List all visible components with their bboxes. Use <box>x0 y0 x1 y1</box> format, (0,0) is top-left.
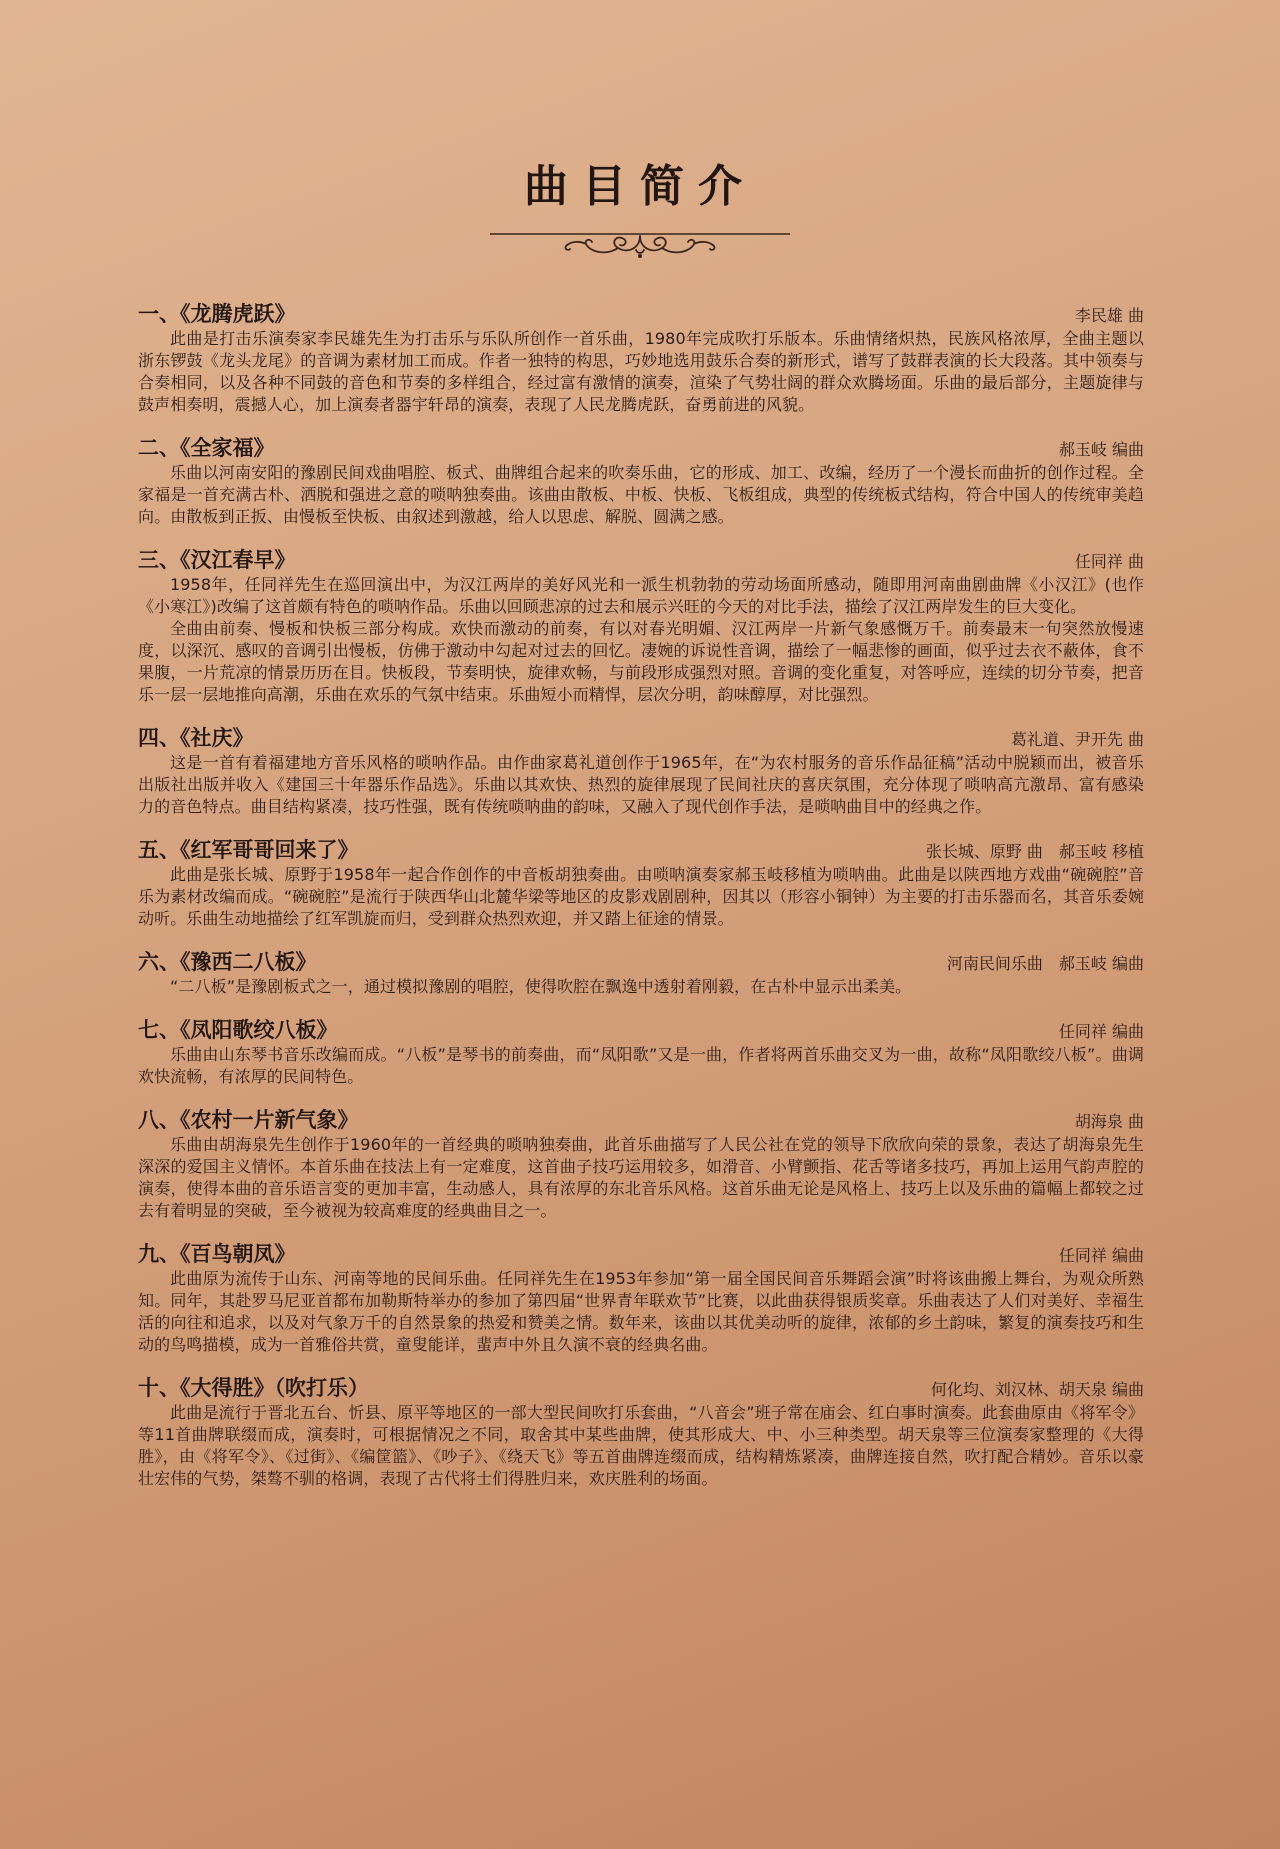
program-item-header <box>138 1014 1144 1044</box>
program-item-description: 乐曲由山东琴书音乐改编而成。“八板”是琴书的前奏曲，而“凤阳歌”又是一曲，作者将两首乐曲交叉为一曲，故称“凤阳歌绞八板”。曲调欢快流畅，有浓厚的民间特色。 <box>138 1045 1144 1086</box>
program-item-header <box>138 946 1144 976</box>
program-item-composer: 胡海泉 曲 <box>1074 1112 1144 1131</box>
program-item-composer: 葛礼道、尹开先 曲 <box>1010 730 1144 749</box>
program-item-composer: 河南民间乐曲 郝玉岐 编曲 <box>946 954 1144 973</box>
title-ornament-icon <box>490 224 790 260</box>
program-item <box>138 1238 1144 1356</box>
program-item <box>138 1372 1144 1490</box>
program-item-composer: 任同祥 编曲 <box>1058 1246 1144 1265</box>
program-item <box>138 1104 1144 1222</box>
program-item-title: 七、《凤阳歌绞八板》 <box>138 1017 338 1042</box>
program-item-description: 1958年，任同祥先生在巡回演出中，为汉江两岸的美好风光和一派生机勃勃的劳动场面所感动，随即用河南曲剧曲牌《小汉江》(也作《小寒江》)改编了这首颇有特色的唢呐作品。乐曲以回顾悲凉的过去和展示兴旺的今天的对比手法，描绘了汉江两岸发生的巨大变化。 <box>138 575 1144 616</box>
program-item-composer: 李民雄 曲 <box>1074 306 1144 325</box>
program-item-description: 此曲是打击乐演奏家李民雄先生为打击乐与乐队所创作一首乐曲，1980年完成吹打乐版本。乐曲情绪炽热，民族风格浓厚，全曲主题以浙东锣鼓《龙头龙尾》的音调为素材加工而成。作者一独特的构思，巧妙地选用鼓乐合奏的新形式，谱写了鼓群表演的长大段落。其中领奏与合奏相同，以及各种不同鼓的音色和节奏的多样组合，经过富有激情的演奏，渲染了气势壮阔的群众欢腾场面。乐曲的最后部分，主题旋律与鼓声相奏明，震撼人心，加上演奏者器宇轩昂的演奏，表现了人民龙腾虎跃，奋勇前进的风貌。 <box>138 329 1144 414</box>
program-item-description: “二八板”是豫剧板式之一，通过模拟豫剧的唱腔，使得吹腔在飘逸中透射着刚毅，在古朴中显示出柔美。 <box>170 977 912 996</box>
program-item-title: 三、《汉江春早》 <box>138 547 296 572</box>
program-item-title: 八、《农村一片新气象》 <box>138 1107 359 1132</box>
program-item-composer: 任同祥 编曲 <box>1058 1022 1144 1041</box>
program-item-header <box>138 432 1144 462</box>
program-item <box>138 946 1144 998</box>
program-item-title: 六、《豫西二八板》 <box>138 949 317 974</box>
title-block <box>0 150 1280 260</box>
program-item-header <box>138 1238 1144 1268</box>
program-item-description: 此曲是流行于晋北五台、忻县、原平等地区的一部大型民间吹打乐套曲，“八音会”班子常在庙会、红白事时演奏。此套曲原由《将军令》等11首曲牌联缀而成，演奏时，可根据情况之不同，取舍其中某些曲牌，使其形成大、中、小三种类型。胡天泉等三位演奏家整理的《大得胜》，由《将军令》、《过街》、《编筐篮》、《吵子》、《绕天飞》等五首曲牌连缀而成，结构精炼紧凑，曲牌连接自然，吹打配合精妙。音乐以豪壮宏伟的气势，桀骜不驯的格调，表现了古代将士们得胜归来，欢庆胜利的场面。 <box>138 1403 1144 1488</box>
program-item <box>138 298 1144 416</box>
program-item-title: 九、《百鸟朝凤》 <box>138 1241 296 1266</box>
program-item-title: 十、《大得胜》（吹打乐） <box>138 1375 369 1400</box>
program-item-header <box>138 1104 1144 1134</box>
page-title: 曲目简介 <box>524 161 756 212</box>
program-item-description: 乐曲以河南安阳的豫剧民间戏曲唱腔、板式、曲牌组合起来的吹奏乐曲，它的形成、加工、改编，经历了一个漫长而曲折的创作过程。全家福是一首充满古朴、洒脱和强进之意的唢呐独奏曲。该曲由散板、中板、快板、飞板组成，典型的传统板式结构，符合中国人的传统审美趋向。由散板到正扳、由慢板至快板、由叙述到激越，给人以思虑、解脱、圆满之感。 <box>138 463 1144 526</box>
program-item <box>138 834 1144 930</box>
program-item-description: 此曲是张长城、原野于1958年一起合作创作的中音板胡独奏曲。由唢呐演奏家郝玉岐移植为唢呐曲。此曲是以陕西地方戏曲“碗碗腔”音乐为素材改编而成。“碗碗腔”是流行于陕西华山北麓华梁等地区的皮影戏剧剧种，因其以（形容小铜钟）为主要的打击乐器而名，其音乐委婉动听。乐曲生动地描绘了红军凯旋而归，受到群众热烈欢迎，并又踏上征途的情景。 <box>138 865 1144 928</box>
program-item-composer: 郝玉岐 编曲 <box>1058 440 1144 459</box>
program-item-description: 乐曲由胡海泉先生创作于1960年的一首经典的唢呐独奏曲，此首乐曲描写了人民公社在党的领导下欣欣向荣的景象，表达了胡海泉先生深深的爱国主义情怀。本首乐曲在技法上有一定难度，这首曲子技巧运用较多，如滑音、小臂颤指、花舌等诸多技巧，再加上运用气韵声腔的演奏，使得本曲的音乐语言变的更加丰富，生动感人，具有浓厚的东北音乐风格。这首乐曲无论是风格上、技巧上以及乐曲的篇幅上都较之过去有着明显的突破，至今被视为较高难度的经典曲目之一。 <box>138 1135 1144 1220</box>
program-item-title: 五、《红军哥哥回来了》 <box>138 837 359 862</box>
program-item-header <box>138 1372 1144 1402</box>
program-item-description: 全曲由前奏、慢板和快板三部分构成。欢快而激动的前奏，有以对春光明媚、汉江两岸一片新气象感慨万千。前奏最末一句突然放慢速度，以深沉、感叹的音调引出慢板，仿佛于激动中勾起对过去的回忆。凄婉的诉说性音调，描绘了一幅悲惨的画面，似乎过去衣不蔽体，食不果腹，一片荒凉的情景历历在目。快板段，节奏明快，旋律欢畅，与前段形成强烈对照。音调的变化重复，对答呼应，连续的切分节奏，把音乐一层一层地推向高潮，乐曲在欢乐的气氛中结束。乐曲短小而精悍，层次分明，韵味醇厚，对比强烈。 <box>138 619 1144 704</box>
program-item-header <box>138 298 1144 328</box>
program-item <box>138 432 1144 528</box>
program-item-composer: 任同祥 曲 <box>1074 552 1144 571</box>
program-item-header <box>138 722 1144 752</box>
program-item-composer: 何化均、刘汉林、胡天泉 编曲 <box>930 1380 1144 1399</box>
program-item-title: 四、《社庆》 <box>138 725 254 750</box>
program-item-header <box>138 834 1144 864</box>
program-item-composer: 张长城、原野 曲 郝玉岐 移植 <box>925 842 1144 861</box>
program-item-description: 此曲原为流传于山东、河南等地的民间乐曲。任同祥先生在1953年参加“第一届全国民间音乐舞蹈会演”时将该曲搬上舞台，为观众所熟知。同年，其赴罗马尼亚首都布加勒斯特举办的参加了第四届“世界青年联欢节”比赛，以此曲获得银质奖章。乐曲表达了人们对美好、幸福生活的向往和追求，以及对气象万千的自然景象的热爱和赞美之情。数年来，该曲以其优美动听的旋律，浓郁的乡土韵味，繁复的演奏技巧和生动的鸟鸣描模，成为一首雅俗共赏，童叟能详，蜚声中外且久演不衰的经典名曲。 <box>138 1269 1144 1354</box>
program-item <box>138 1014 1144 1088</box>
program-item-description: 这是一首有着福建地方音乐风格的唢呐作品。由作曲家葛礼道创作于1965年，在“为农村服务的音乐作品征稿”活动中脱颖而出，被音乐出版社出版并收入《建国三十年器乐作品选》。乐曲以其欢快、热烈的旋律展现了民间社庆的喜庆氛围，充分体现了唢呐高亢激昂、富有感染力的音色特点。曲目结构紧凑，技巧性强，既有传统唢呐曲的韵味，又融入了现代创作手法，是唢呐曲目中的经典之作。 <box>138 753 1144 816</box>
program-item-title: 二、《全家福》 <box>138 435 275 460</box>
program-list <box>138 298 1144 1506</box>
program-item-header <box>138 544 1144 574</box>
program-item <box>138 544 1144 706</box>
program-item-title: 一、《龙腾虎跃》 <box>138 301 296 326</box>
program-item <box>138 722 1144 818</box>
